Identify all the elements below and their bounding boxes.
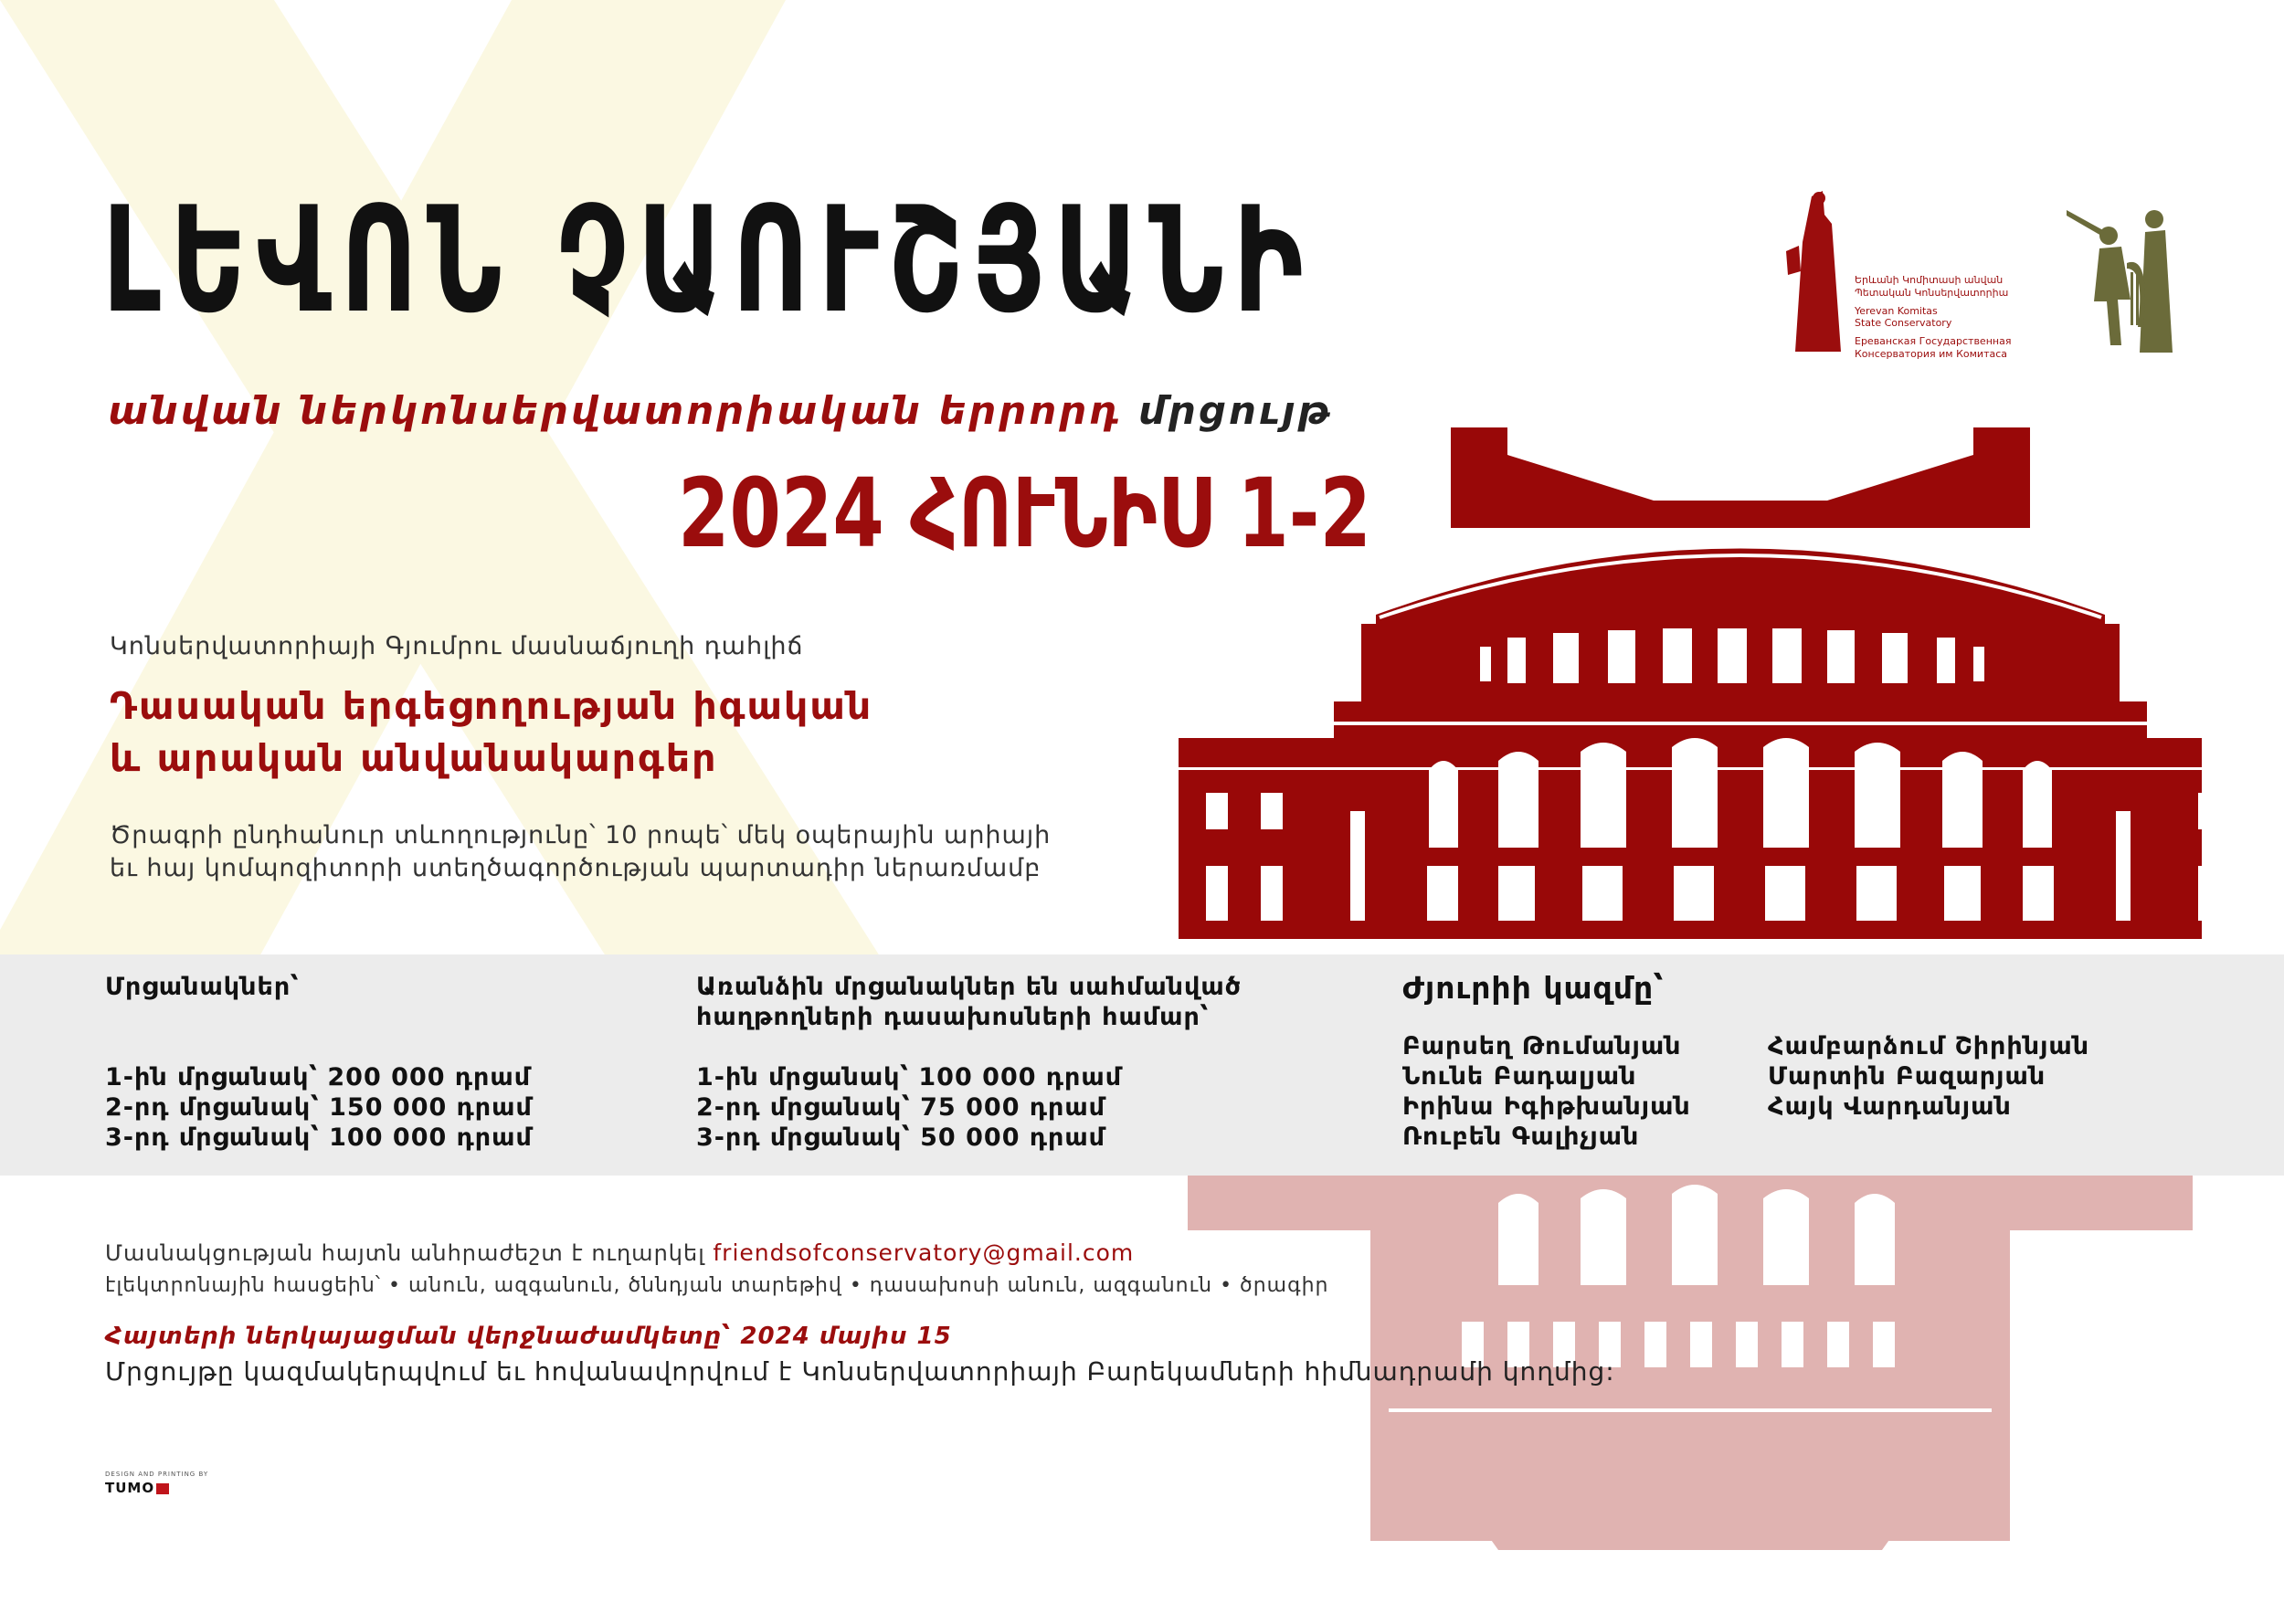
teacher-prizes-heading: հաղթողների դասախոսների համար՝ xyxy=(696,1002,1210,1031)
teacher-prizes-heading: Առանձին մրցանակներ են սահմանված xyxy=(696,973,1242,1001)
application-requirements: էլեկտրոնային հասցեին՝ • անուն, ազգանուն, ծննդյան տարեթիվ • դասախոսի անուն, ազգանուն • ծրագիր xyxy=(105,1274,1329,1297)
subtitle-main: անվան ներկոնսերվատորիական երրորդ xyxy=(108,388,1123,433)
teacher-prize-item: 1-ին մրցանակ՝ 100 000 դրամ xyxy=(696,1062,1123,1091)
competition-subtitle xyxy=(108,388,1333,433)
program-requirements: Ծրագրի ընդհանուր տևողությունը՝ 10 րոպե՝ մեկ օպերային արիայի եւ հայ կոմպոզիտորի ստեղծագործության պարտադիր ներառմամբ xyxy=(110,821,1052,883)
jury-heading: Ժյուրիի կազմը՝ xyxy=(1402,970,1665,1006)
teacher-prizes-section xyxy=(696,973,1242,1154)
prizes-heading: Մրցանակներ՝ xyxy=(105,973,300,1001)
design-credit: DESIGN AND PRINTING BY xyxy=(105,1471,209,1478)
opera-house-illustration xyxy=(1179,427,2202,939)
jury-member: Համբարձում Շիրինյան xyxy=(1768,1032,2090,1060)
deadline-text: Հայտերի ներկայացման վերջնաժամկետը՝ 2024 մայիս 15 xyxy=(105,1323,952,1350)
venue-text: Կոնսերվատորիայի Գյումրու մասնաճյուղի դահլիճ xyxy=(110,632,804,660)
jury-member: Հայկ Վարդանյան xyxy=(1768,1091,2012,1121)
prize-item: 2-րդ մրցանակ՝ 150 000 դրամ xyxy=(105,1092,533,1122)
jury-column-2 xyxy=(1768,1032,2089,1123)
tumo-badge-icon xyxy=(156,1483,169,1494)
jury-member: Ռուբեն Գալիչյան xyxy=(1402,1122,1640,1151)
prize-item: 1-ին մրցանակ՝ 200 000 դրամ xyxy=(105,1062,532,1091)
organizer-text: Մրցույթը կազմակերպվում եւ հովանավորվում է Կոնսերվատորիայի Բարեկամների հիմնադրամի կողմից: xyxy=(105,1356,1615,1387)
email-link[interactable]: friendsofconservatory@gmail.com xyxy=(713,1239,1135,1266)
apply-instructions xyxy=(105,1239,1134,1266)
teacher-prize-item: 2-րդ մրցանակ՝ 75 000 դրամ xyxy=(696,1092,1106,1122)
page-title: ԼԵՎՈՆ ՉԱՈՒՇՅԱՆԻ xyxy=(102,174,1313,345)
prizes-section xyxy=(105,973,533,1154)
friends-logo xyxy=(2067,199,2185,360)
conservatory-logo xyxy=(1786,187,1850,360)
subtitle-end: մրցույթ xyxy=(1137,388,1333,433)
apply-text: Մասնակցության հայտն անհրաժեշտ է ուղարկել xyxy=(105,1240,705,1266)
prize-item: 3-րդ մրցանակ՝ 100 000 դրամ xyxy=(105,1123,533,1152)
event-date: 2024 ՀՈՒՆԻՍ 1-2 xyxy=(678,458,1371,569)
jury-member: Իրինա Իգիթխանյան xyxy=(1402,1091,1691,1121)
musicians-logo-icon xyxy=(2067,199,2185,356)
jury-member: Մարտին Բազարյան xyxy=(1768,1061,2046,1091)
conservatory-logo-icon xyxy=(1786,187,1850,356)
jury-member: Բարսեղ Թումանյան xyxy=(1402,1032,1682,1060)
conservatory-logo-text: Երևանի Կոմիտասի անվան Պետական Կոնսերվատորիա Yerevan Komitas State Conservatory Ереванская Государственная Консерватория им Комитаса xyxy=(1855,274,2012,360)
category-heading: Դասական երգեցողության իգական և արական անվանակարգեր xyxy=(110,684,873,781)
jury-column-1 xyxy=(1402,1032,1691,1153)
tumo-logo: TUMO xyxy=(105,1480,169,1496)
jury-member: Նունե Բադալյան xyxy=(1402,1061,1637,1091)
teacher-prize-item: 3-րդ մրցանակ՝ 50 000 դրամ xyxy=(696,1123,1106,1152)
